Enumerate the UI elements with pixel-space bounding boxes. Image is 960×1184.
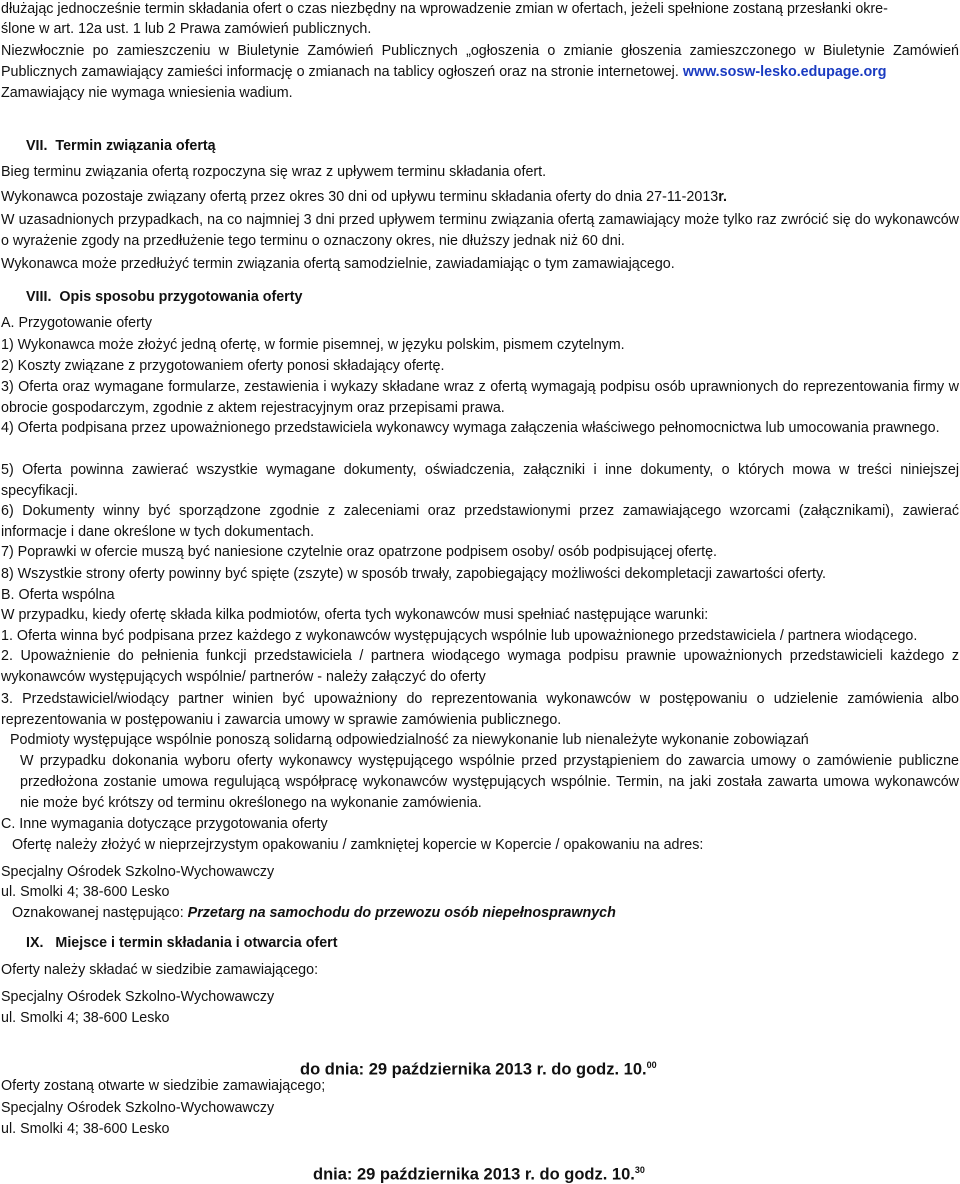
section-7-heading xyxy=(26,137,216,155)
s9-organization: Specjalny Ośrodek Szkolno-Wychowawczy xyxy=(1,989,275,1005)
submission-deadline-text: do dnia: 29 października 2013 r. do godz. 10. xyxy=(300,1060,647,1079)
section-7-number: VII. xyxy=(26,138,48,154)
s9-organization-2: Specjalny Ośrodek Szkolno-Wychowawczy xyxy=(1,1100,275,1116)
submission-deadline xyxy=(300,1056,657,1079)
opening-date xyxy=(313,1161,645,1184)
section-8-title: Opis sposobu przygotowania oferty xyxy=(59,289,303,305)
part-c-address: ul. Smolki 4; 38-600 Lesko xyxy=(1,884,170,900)
opening-date-minutes: 30 xyxy=(634,1165,645,1175)
part-b-intro: W przypadku, kiedy ofertę składa kilka podmiotów, oferta tych wykonawców musi spełniać następujące warunki: xyxy=(1,607,709,623)
s7-paragraph-2 xyxy=(1,188,727,206)
item-5: 5) Oferta powinna zawierać wszystkie wymagane dokumenty, oświadczenia, załączniki i inne dokumenty, o których mowa w treści niniejszej specyfikacji. xyxy=(1,462,959,499)
s9-address: ul. Smolki 4; 38-600 Lesko xyxy=(1,1010,170,1026)
item-2: 2) Koszty związane z przygotowaniem oferty ponosi składający ofertę. xyxy=(1,358,445,374)
intro-paragraph-text: Niezwłocznie po zamieszczeniu w Biuletynie Zamówień Publicznych „ogłoszenia o zmianie głoszenia zamieszczonego w Biuletynie Zamówień Publicznych zamawiający zamieści informację o zmianach na tablicy ogłoszeń oraz na stronie internetowej. xyxy=(1,43,959,80)
section-8-heading xyxy=(26,288,302,306)
s7-paragraph-4: Wykonawca może przedłużyć termin związania ofertą samodzielnie, zawiadamiając o tym zamawiającego. xyxy=(1,256,675,272)
item-1: 1) Wykonawca może złożyć jedną ofertę, w formie pisemnej, w języku polskim, pismem czytelnym. xyxy=(1,337,625,353)
s9-opening-note: Oferty zostaną otwarte w siedzibie zamawiającego; xyxy=(1,1078,326,1094)
part-b-condition-3: 3. Przedstawiciel/wiodący partner winien być upoważniony do reprezentowania wykonawców w postępowaniu o udzielenie zamówienia albo reprezentowania w postępowaniu i zawarcia umowy w sprawie zamówienia publicznego. xyxy=(1,691,959,728)
part-b-heading: B. Oferta wspólna xyxy=(1,587,115,603)
part-c-marking-value: Przetarg na samochodu do przewozu osób niepełnosprawnych xyxy=(187,905,616,921)
section-9-title: Miejsce i termin składania i otwarcia ofert xyxy=(55,935,338,951)
intro-line-2: ślone w art. 12a ust. 1 lub 2 Prawa zamówień publicznych. xyxy=(1,21,372,37)
s7-paragraph-2-text: Wykonawca pozostaje związany ofertą przez okres 30 dni od upływu terminu składania oferty do dnia 27-11-2013 xyxy=(1,189,719,205)
part-c-envelope: Ofertę należy złożyć w nieprzejrzystym opakowaniu / zamkniętej kopercie w Kopercie / opakowaniu na adres: xyxy=(12,837,704,853)
item-4: 4) Oferta podpisana przez upoważnionego przedstawiciela wykonawcy wymaga załączenia właściwego pełnomocnictwa lub umocowania prawnego. xyxy=(1,420,940,436)
website-link[interactable]: www.sosw-lesko.edupage.org xyxy=(682,64,887,80)
item-8: 8) Wszystkie strony oferty powinny być spięte (zszyte) w sposób trwały, zapobiegający możliwości dekompletacji zawartości oferty. xyxy=(1,566,827,582)
intro-line-1: dłużając jednocześnie termin składania ofert o czas niezbędny na wprowadzenie zmian w ofertach, jeżeli spełnione zostaną przesłanki okre- xyxy=(1,1,888,17)
part-c-heading: C. Inne wymagania dotyczące przygotowania oferty xyxy=(1,816,328,832)
part-b-condition-1: 1. Oferta winna być podpisana przez każdego z wykonawców występujących wspólnie lub upoważnionego przedstawiciela / partnera wiodącego. xyxy=(1,628,918,644)
s7-paragraph-2-end: r. xyxy=(718,189,727,205)
item-3: 3) Oferta oraz wymagane formularze, zestawienia i wykazy składane wraz z ofertą wymagają podpisu osób uprawnionych do reprezentowania firmy w obrocie gospodarczym, zgodnie z aktem rejestracyjnym oraz przepisami prawa. xyxy=(1,379,959,416)
part-c-organization: Specjalny Ośrodek Szkolno-Wychowawczy xyxy=(1,864,275,880)
part-b-agreement: W przypadku dokonania wyboru oferty wykonawcy występującego wspólnie przed przystąpieniem do zawarcia umowy o zamówienie publiczne przedłożona zostanie umowa regulującą współpracę wykonawców występujących wspólnie. Termin, na jaki została zawarta umowa wykonawców nie może być krótszy od terminu określonego na wykonanie zamówienia. xyxy=(20,753,959,811)
part-b-condition-2: 2. Upoważnienie do pełnienia funkcji przedstawiciela / partnera wiodącego wymaga podpisu prawnie upoważnionych przedstawicieli każdego z wykonawców występujących wspólnie/ partnerów - należy załączyć do oferty xyxy=(1,648,959,685)
section-7-title: Termin związania ofertą xyxy=(55,138,216,154)
part-c-marking-label: Oznakowanej następująco: xyxy=(12,905,188,921)
part-b-liability: Podmioty występujące wspólnie ponoszą solidarną odpowiedzialność za niewykonanie lub nienależyte wykonanie zobowiązań xyxy=(10,732,809,748)
opening-date-text: dnia: 29 października 2013 r. do godz. 10. xyxy=(313,1165,635,1184)
item-6: 6) Dokumenty winny być sporządzone zgodnie z zaleceniami oraz przedstawionymi przez zamawiającego wzorcami (załącznikami), zawierać informacje i dane określone w tych dokumentach. xyxy=(1,503,959,540)
part-c-marking xyxy=(12,904,616,922)
s9-address-2: ul. Smolki 4; 38-600 Lesko xyxy=(1,1121,170,1137)
submission-deadline-minutes: 00 xyxy=(646,1060,657,1070)
wadium-note: Zamawiający nie wymaga wniesienia wadium. xyxy=(1,85,293,101)
s7-paragraph-3: W uzasadnionych przypadkach, na co najmniej 3 dni przed upływem terminu związania ofertą zamawiający może tylko raz zwrócić się do wykonawców o wyrażenie zgody na przedłużenie tego terminu o oznaczony okres, nie dłuższy jednak niż 60 dni. xyxy=(1,212,959,249)
section-9-number: IX. xyxy=(26,935,44,951)
s7-paragraph-1: Bieg terminu związania ofertą rozpoczyna się wraz z upływem terminu składania ofert. xyxy=(1,164,547,180)
s9-submission: Oferty należy składać w siedzibie zamawiającego: xyxy=(1,962,319,978)
intro-paragraph xyxy=(1,41,959,83)
section-9-heading xyxy=(26,934,337,952)
part-a-heading: A. Przygotowanie oferty xyxy=(1,315,152,331)
item-7: 7) Poprawki w ofercie muszą być naniesione czytelnie oraz opatrzone podpisem osoby/ osób podpisującej ofertę. xyxy=(1,544,718,560)
section-8-number: VIII. xyxy=(26,289,52,305)
